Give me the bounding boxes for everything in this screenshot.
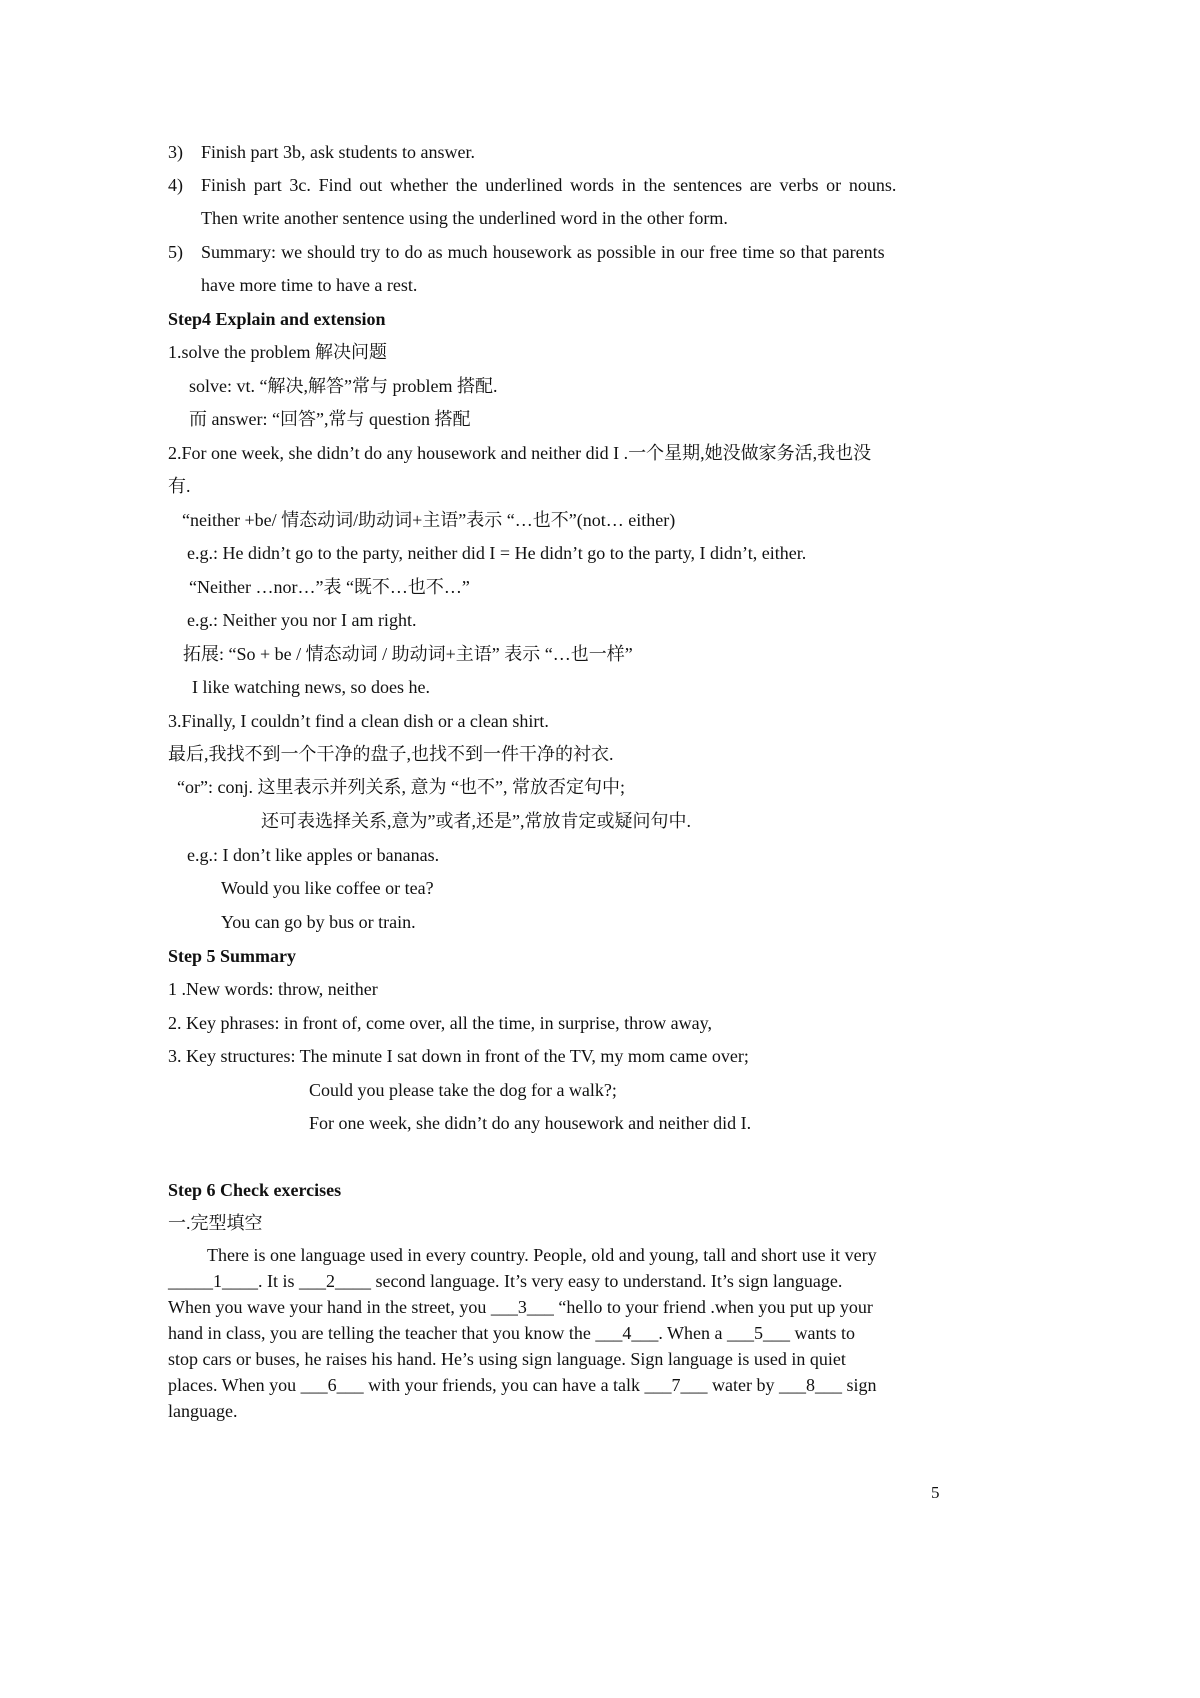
step4-line: “or”: conj. 这里表示并列关系, 意为 “也不”, 常放否定句中;	[177, 777, 625, 797]
passage-line: There is one language used in every country. People, old and young, tall and short use it very	[207, 1245, 877, 1265]
step4-heading: Step4 Explain and extension	[168, 309, 386, 329]
step6-heading: Step 6 Check exercises	[168, 1180, 342, 1200]
step4-line: 而 answer: “回答”,常与 question 搭配	[189, 409, 471, 429]
step4-line: “neither +be/ 情态动词/助动词+主语”表示 “…也不”(not… either)	[182, 510, 676, 530]
item-text: Summary: we should try to do as much housework as possible in our free time so that parents	[201, 242, 885, 262]
item-text: Finish part 3b, ask students to answer.	[201, 142, 475, 162]
step4-line: e.g.: I don’t like apples or bananas.	[187, 845, 440, 865]
step5-line: 1 .New words: throw, neither	[168, 979, 378, 999]
item-text: Finish part 3c. Find out whether the underlined words in the sentences are verbs or nouns.	[201, 175, 897, 195]
page-number: 5	[931, 1483, 940, 1502]
step6-subheading: 一.完型填空	[168, 1213, 263, 1233]
step4-line: 最后,我找不到一个干净的盘子,也找不到一件干净的衬衣.	[168, 744, 614, 764]
item-text-cont: have more time to have a rest.	[201, 275, 418, 295]
step4-line: e.g.: He didn’t go to the party, neither did I = He didn’t go to the party, I didn’t, either.	[187, 543, 807, 563]
item-number: 4)	[168, 175, 183, 195]
passage-line: When you wave your hand in the street, you ___3___ “hello to your friend .when you put up your	[168, 1297, 873, 1317]
passage-line: hand in class, you are telling the teacher that you know the ___4___. When a ___5___ wants to	[168, 1323, 856, 1343]
step4-line: 拓展: “So + be / 情态动词 / 助动词+主语” 表示 “…也一样”	[183, 644, 633, 664]
item-number: 5)	[168, 242, 183, 262]
item-text-cont: Then write another sentence using the underlined word in the other form.	[201, 208, 728, 228]
step5-line: For one week, she didn’t do any housework and neither did I.	[309, 1113, 752, 1133]
passage-line: _____1____. It is ___2____ second language. It’s very easy to understand. It’s sign language.	[168, 1271, 843, 1291]
step4-line: e.g.: Neither you nor I am right.	[187, 610, 417, 630]
step5-line: 2. Key phrases: in front of, come over, all the time, in surprise, throw away,	[168, 1013, 712, 1033]
step4-line: Would you like coffee or tea?	[221, 878, 434, 898]
step5-line: 3. Key structures: The minute I sat down in front of the TV, my mom came over;	[168, 1046, 749, 1066]
step4-line: 3.Finally, I couldn’t find a clean dish or a clean shirt.	[168, 711, 549, 731]
passage-line: places. When you ___6___ with your friends, you can have a talk ___7___ water by ___8___ sign	[168, 1375, 877, 1395]
step5-heading: Step 5 Summary	[168, 946, 297, 966]
passage-line: stop cars or buses, he raises his hand. He’s using sign language. Sign language is used in quiet	[168, 1349, 846, 1369]
step4-line: 还可表选择关系,意为”或者,还是”,常放肯定或疑问句中.	[261, 811, 691, 831]
step4-line: 1.solve the problem 解决问题	[168, 342, 387, 362]
step4-line: You can go by bus or train.	[221, 912, 416, 932]
step4-line: 2.For one week, she didn’t do any housework and neither did I .一个星期,她没做家务活,我也没	[168, 443, 872, 463]
step4-line: solve: vt. “解决,解答”常与 problem 搭配.	[189, 376, 498, 396]
passage-line: language.	[168, 1401, 238, 1421]
item-number: 3)	[168, 142, 183, 162]
step5-line: Could you please take the dog for a walk?;	[309, 1080, 617, 1100]
step4-line: I like watching news, so does he.	[192, 677, 430, 697]
step4-line: “Neither …nor…”表 “既不…也不…”	[189, 577, 470, 597]
step4-line: 有.	[168, 476, 191, 496]
